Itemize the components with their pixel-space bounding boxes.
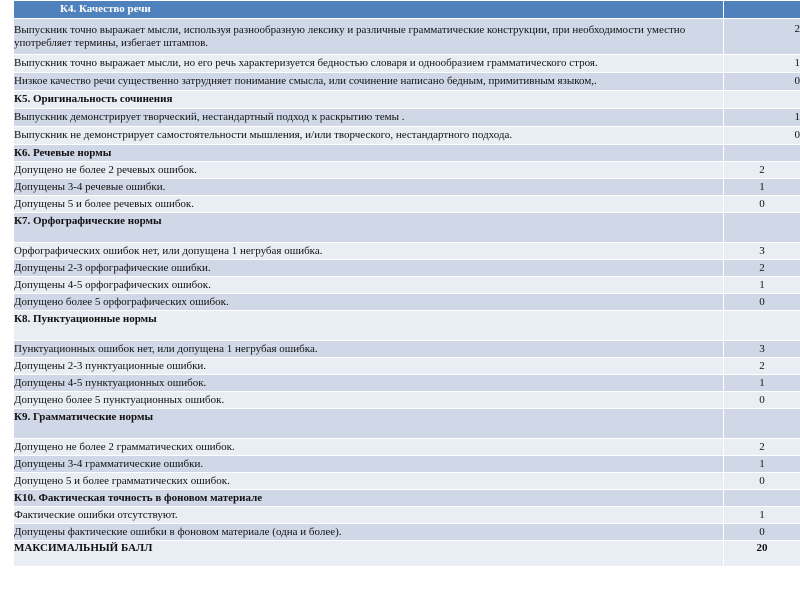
section-header-k8 bbox=[14, 311, 800, 341]
criterion-score: 1 bbox=[724, 456, 800, 473]
table-row bbox=[14, 260, 800, 277]
table-row bbox=[14, 294, 800, 311]
criterion-text: Допущены 4-5 орфографических ошибок. bbox=[14, 277, 724, 294]
max-score-row bbox=[14, 541, 800, 567]
criterion-text: Допущено более 5 орфографических ошибок. bbox=[14, 294, 724, 311]
max-score-label: МАКСИМАЛЬНЫЙ БАЛЛ bbox=[14, 541, 724, 567]
table-row bbox=[14, 507, 800, 524]
section-title: К4. Качество речи bbox=[14, 1, 724, 19]
section-title: К9. Грамматические нормы bbox=[14, 409, 724, 439]
section-title: К5. Оригинальность сочинения bbox=[14, 91, 724, 109]
criterion-text: Низкое качество речи существенно затрудняет понимание смысла, или сочинение написано бедным, примитивным языком,. bbox=[14, 73, 724, 91]
section-title: К6. Речевые нормы bbox=[14, 145, 724, 162]
section-header-k9 bbox=[14, 409, 800, 439]
table-row bbox=[14, 55, 800, 73]
table-row bbox=[14, 162, 800, 179]
criterion-text: Допущены 2-3 пунктуационные ошибки. bbox=[14, 358, 724, 375]
criterion-text: Пунктуационных ошибок нет, или допущена 1 негрубая ошибка. bbox=[14, 341, 724, 358]
criterion-text: Допущены 3-4 грамматические ошибки. bbox=[14, 456, 724, 473]
table-row bbox=[14, 524, 800, 541]
criterion-text: Допущены 5 и более речевых ошибок. bbox=[14, 196, 724, 213]
criterion-score: 0 bbox=[724, 127, 800, 145]
criterion-text: Допущены фактические ошибки в фоновом материале (одна и более). bbox=[14, 524, 724, 541]
criterion-score: 0 bbox=[724, 473, 800, 490]
section-header-k10 bbox=[14, 490, 800, 507]
criterion-text: Допущено не более 2 речевых ошибок. bbox=[14, 162, 724, 179]
criterion-score: 3 bbox=[724, 341, 800, 358]
criterion-score: 1 bbox=[724, 55, 800, 73]
criterion-score: 1 bbox=[724, 507, 800, 524]
table-row bbox=[14, 196, 800, 213]
table-row bbox=[14, 127, 800, 145]
table-row bbox=[14, 109, 800, 127]
table-row bbox=[14, 392, 800, 409]
table-row bbox=[14, 375, 800, 392]
criterion-text: Допущены 2-3 орфографические ошибки. bbox=[14, 260, 724, 277]
table-row bbox=[14, 341, 800, 358]
criterion-score: 1 bbox=[724, 179, 800, 196]
criterion-score: 2 bbox=[724, 358, 800, 375]
section-title: К10. Фактическая точность в фоновом материале bbox=[14, 490, 724, 507]
criterion-score: 3 bbox=[724, 243, 800, 260]
criterion-score: 1 bbox=[724, 277, 800, 294]
table-row bbox=[14, 358, 800, 375]
criterion-text: Выпускник демонстрирует творческий, нестандартный подход к раскрытию темы . bbox=[14, 109, 724, 127]
criterion-text: Фактические ошибки отсутствуют. bbox=[14, 507, 724, 524]
criterion-score: 2 bbox=[724, 162, 800, 179]
table-row bbox=[14, 73, 800, 91]
section-header-k5 bbox=[14, 91, 800, 109]
table-row bbox=[14, 456, 800, 473]
criterion-text: Допущено 5 и более грамматических ошибок. bbox=[14, 473, 724, 490]
criteria-table bbox=[13, 0, 800, 567]
criterion-text: Допущены 3-4 речевые ошибки. bbox=[14, 179, 724, 196]
criterion-text: Выпускник точно выражает мысли, но его речь характеризуется бедностью словаря и однообразием грамматического строя. bbox=[14, 55, 724, 73]
criterion-score: 1 bbox=[724, 109, 800, 127]
criterion-score: 0 bbox=[724, 294, 800, 311]
section-header-k4 bbox=[14, 1, 800, 19]
criterion-score: 0 bbox=[724, 524, 800, 541]
criterion-text: Допущены 4-5 пунктуационных ошибок. bbox=[14, 375, 724, 392]
table-row bbox=[14, 277, 800, 294]
criterion-score: 0 bbox=[724, 392, 800, 409]
criterion-score: 2 bbox=[724, 19, 800, 55]
table-row bbox=[14, 243, 800, 260]
criterion-score: 0 bbox=[724, 196, 800, 213]
table-row bbox=[14, 19, 800, 55]
criterion-text: Орфографических ошибок нет, или допущена 1 негрубая ошибка. bbox=[14, 243, 724, 260]
criterion-score: 0 bbox=[724, 73, 800, 91]
section-header-k6 bbox=[14, 145, 800, 162]
criterion-score: 1 bbox=[724, 375, 800, 392]
section-header-k7 bbox=[14, 213, 800, 243]
criterion-score: 2 bbox=[724, 260, 800, 277]
table-row bbox=[14, 473, 800, 490]
max-score-value: 20 bbox=[724, 541, 800, 567]
criterion-text: Допущено не более 2 грамматических ошибок. bbox=[14, 439, 724, 456]
criterion-text: Выпускник не демонстрирует самостоятельности мышления, и/или творческого, нестандартного подхода. bbox=[14, 127, 724, 145]
criterion-text: Допущено более 5 пунктуационных ошибок. bbox=[14, 392, 724, 409]
table-row bbox=[14, 179, 800, 196]
section-title: К8. Пунктуационные нормы bbox=[14, 311, 724, 341]
criterion-score: 2 bbox=[724, 439, 800, 456]
criterion-text: Выпускник точно выражает мысли, используя разнообразную лексику и различные грамматические конструкции, при необходимости уместно употребляет термины, избегает штампов. bbox=[14, 19, 724, 55]
table-row bbox=[14, 439, 800, 456]
section-title: К7. Орфографические нормы bbox=[14, 213, 724, 243]
